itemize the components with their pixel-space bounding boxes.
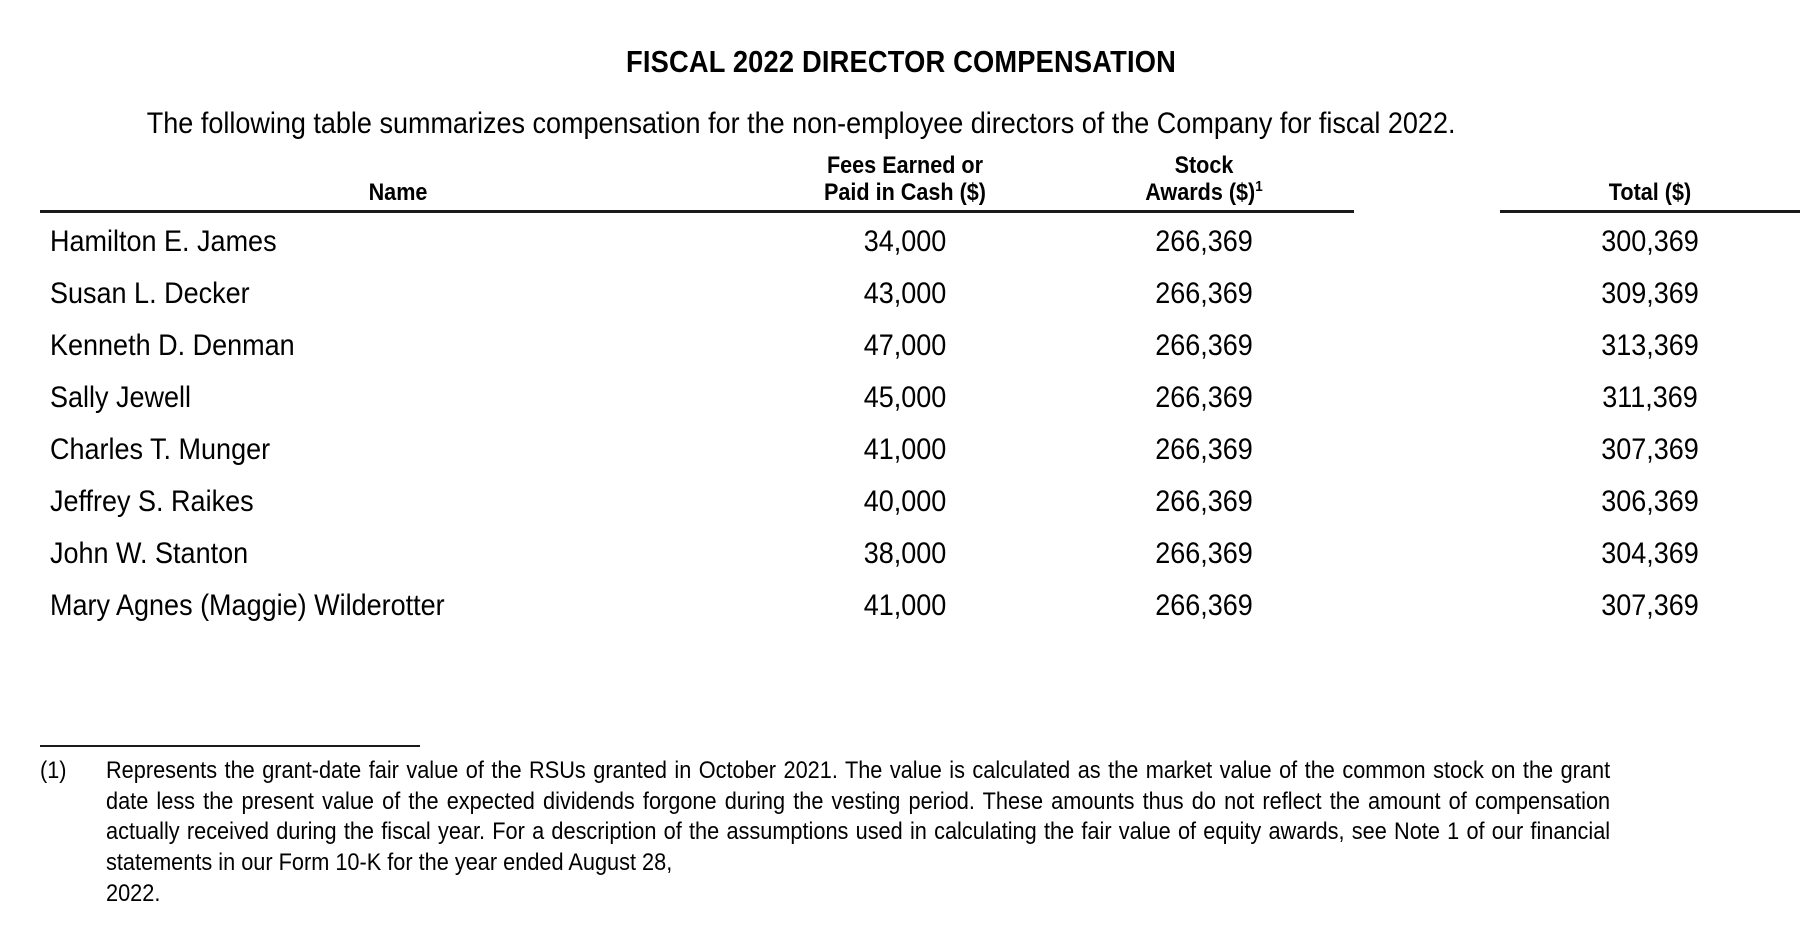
cell-total: 300,369 (1601, 224, 1699, 258)
table-row (40, 528, 1800, 580)
column-header-total (1500, 153, 1800, 211)
column-header-fees (756, 153, 1054, 211)
cell-director-name: Mary Agnes (Maggie) Wilderotter (50, 588, 445, 622)
table-row (40, 424, 1800, 476)
cell-stock-awards: 266,369 (1155, 328, 1253, 362)
cell-stock-awards: 266,369 (1155, 484, 1253, 518)
director-compensation-table (40, 153, 1800, 632)
cell-fees-earned: 43,000 (863, 276, 947, 310)
footnote-text (106, 756, 1610, 910)
column-header-fees-line1: Fees Earned or (826, 151, 984, 179)
cell-director-name: Hamilton E. James (50, 224, 277, 258)
table-row (40, 211, 1800, 268)
footnote-section (40, 745, 1768, 910)
compensation-table-container (0, 143, 1802, 632)
cell-fees-earned: 38,000 (863, 536, 947, 570)
cell-director-name: Jeffrey S. Raikes (50, 484, 254, 518)
cell-fees-earned: 45,000 (863, 380, 947, 414)
cell-director-name: Susan L. Decker (50, 276, 250, 310)
cell-total: 304,369 (1601, 536, 1699, 570)
column-header-stock-line2 (1069, 177, 1339, 207)
table-row (40, 476, 1800, 528)
footnote-marker: (1) (40, 757, 67, 784)
cell-total: 306,369 (1601, 484, 1699, 518)
cell-spacer (1354, 424, 1500, 476)
cell-stock-awards: 266,369 (1155, 380, 1253, 414)
footnote-item (40, 756, 1768, 910)
cell-stock-awards: 266,369 (1155, 432, 1253, 466)
column-header-name (40, 153, 756, 211)
footnote-last-line: 2022. (106, 879, 161, 907)
cell-total: 307,369 (1601, 432, 1699, 466)
cell-director-name: Charles T. Munger (50, 432, 271, 466)
cell-spacer (1354, 211, 1500, 268)
cell-total: 309,369 (1601, 276, 1699, 310)
cell-spacer (1354, 528, 1500, 580)
column-header-total-label: Total ($) (1608, 178, 1692, 206)
column-header-name-label: Name (368, 178, 428, 206)
footnote-reference-marker: 1 (1255, 177, 1263, 195)
table-body (40, 211, 1800, 632)
footnote-body: Represents the grant-date fair value of the RSUs granted in October 2021. The value is calculated as the market value of the common stock on the grant date less the present value of the expected dividends forgone during the vesting period. These amounts thus do not reflect the amount of compensation actually received during the fiscal year. For a description of the assumptions used in calculating the fair value of equity awards, see Note 1 of our financial statements in our Form 10-K for the year ended August 28, (106, 757, 1611, 877)
table-row (40, 372, 1800, 424)
cell-stock-awards: 266,369 (1155, 276, 1253, 310)
cell-spacer (1354, 580, 1500, 632)
cell-director-name: John W. Stanton (50, 536, 249, 570)
footnote-separator-rule (40, 745, 420, 747)
table-header (40, 153, 1800, 211)
cell-stock-awards: 266,369 (1155, 536, 1253, 570)
cell-total: 311,369 (1602, 380, 1698, 414)
cell-director-name: Sally Jewell (50, 380, 192, 414)
cell-stock-awards: 266,369 (1155, 588, 1253, 622)
cell-director-name: Kenneth D. Denman (50, 328, 295, 362)
table-row (40, 268, 1800, 320)
column-header-stock-text: Awards ($) (1145, 178, 1256, 206)
cell-fees-earned: 41,000 (863, 588, 947, 622)
column-header-spacer (1354, 153, 1500, 211)
cell-fees-earned: 47,000 (863, 328, 947, 362)
cell-spacer (1354, 476, 1500, 528)
cell-stock-awards: 266,369 (1155, 224, 1253, 258)
table-row (40, 320, 1800, 372)
cell-fees-earned: 40,000 (863, 484, 947, 518)
cell-spacer (1354, 268, 1500, 320)
column-header-fees-line2: Paid in Cash ($) (823, 178, 987, 206)
table-header-row (40, 153, 1800, 211)
column-header-stock-line1: Stock (1174, 151, 1234, 179)
column-header-stock (1054, 153, 1354, 211)
intro-paragraph: The following table summarizes compensation for the non-employee directors of the Company for fiscal 2022. (146, 107, 1456, 140)
cell-fees-earned: 34,000 (863, 224, 947, 258)
cell-total: 307,369 (1601, 588, 1699, 622)
cell-spacer (1354, 320, 1500, 372)
cell-total: 313,369 (1601, 328, 1699, 362)
cell-spacer (1354, 372, 1500, 424)
intro-paragraph-container (0, 80, 1802, 143)
page-title: FISCAL 2022 DIRECTOR COMPENSATION (626, 44, 1176, 79)
table-row (40, 580, 1800, 632)
cell-fees-earned: 41,000 (863, 432, 947, 466)
